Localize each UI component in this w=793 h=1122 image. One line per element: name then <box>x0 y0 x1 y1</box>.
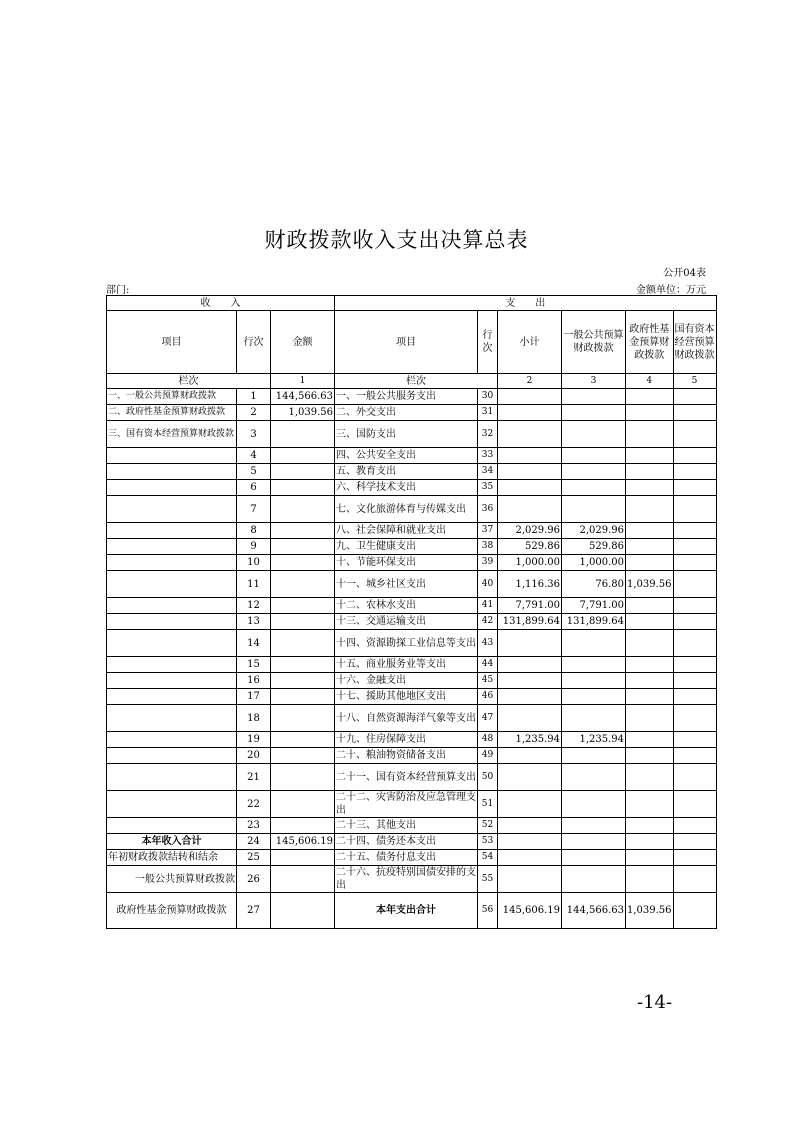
gov-fund-cell <box>626 480 674 496</box>
state-capital-cell <box>673 689 716 705</box>
income-amount-cell <box>271 893 335 929</box>
income-item-cell <box>107 689 237 705</box>
expense-rowno-cell: 52 <box>478 818 498 834</box>
expense-rowno-cell: 56 <box>478 893 498 929</box>
report-title: 财政拨款收入支出决算总表 <box>264 228 529 252</box>
table-row <box>107 630 717 657</box>
income-rowno-cell: 11 <box>237 571 271 598</box>
expense-item-cell: 六、科学技术支出 <box>335 480 478 496</box>
expense-item-cell: 十六、金融支出 <box>335 673 478 689</box>
state-capital-cell <box>673 673 716 689</box>
general-budget-cell: 1,000.00 <box>562 555 626 571</box>
general-budget-cell: 2,029.96 <box>562 523 626 539</box>
income-item-cell <box>107 673 237 689</box>
subtotal-cell <box>498 866 562 893</box>
income-item-cell <box>107 448 237 464</box>
expense-item-cell: 三、国防支出 <box>335 421 478 448</box>
table-row <box>107 732 717 748</box>
expense-rowno-cell: 33 <box>478 448 498 464</box>
income-item-cell <box>107 764 237 791</box>
income-amount-cell <box>271 630 335 657</box>
expense-rowno-cell: 49 <box>478 748 498 764</box>
income-item-cell: 一般公共预算财政拨款 <box>107 866 237 893</box>
expense-item-cell: 二十二、灾害防治及应急管理支出 <box>336 792 476 816</box>
state-capital-cell <box>673 421 716 448</box>
general-budget-cell <box>562 421 626 448</box>
income-amount-cell <box>271 464 335 480</box>
income-rowno-cell: 24 <box>237 834 271 850</box>
gov-fund-cell <box>626 448 674 464</box>
subtotal-cell: 1,000.00 <box>498 555 562 571</box>
income-item-cell <box>107 791 237 818</box>
income-item-cell <box>107 555 237 571</box>
subtotal-cell: 145,606.19 <box>498 893 562 929</box>
column-number-5: 5 <box>673 374 716 389</box>
subtotal-cell <box>498 764 562 791</box>
income-amount-cell <box>271 748 335 764</box>
general-budget-cell <box>562 657 626 673</box>
subtotal-cell <box>498 834 562 850</box>
expense-item-cell: 二、外交支出 <box>335 405 478 421</box>
state-capital-cell <box>673 539 716 555</box>
expense-item-cell: 十、节能环保支出 <box>335 555 478 571</box>
income-item-header: 项目 <box>107 311 237 374</box>
income-amount-cell <box>271 539 335 555</box>
expense-item-cell: 九、卫生健康支出 <box>335 539 478 555</box>
table-row <box>107 448 717 464</box>
general-budget-cell: 76.80 <box>562 571 626 598</box>
income-amount-cell <box>271 866 335 893</box>
income-item-cell: 二、政府性基金预算财政拨款 <box>107 405 237 421</box>
gov-fund-cell: 1,039.56 <box>626 893 674 929</box>
income-item-cell <box>107 614 237 630</box>
gov-fund-cell <box>626 818 674 834</box>
general-budget-cell <box>562 818 626 834</box>
gov-fund-cell <box>626 421 674 448</box>
gov-fund-cell <box>626 630 674 657</box>
income-amount-cell <box>271 818 335 834</box>
expense-item-cell: 十九、住房保障支出 <box>335 732 478 748</box>
expense-rowno-header: 行次 <box>478 311 498 374</box>
income-item-cell <box>107 523 237 539</box>
income-amount-cell <box>271 571 335 598</box>
income-item-cell <box>107 818 237 834</box>
income-rowno-cell: 10 <box>237 555 271 571</box>
column-label: 栏次 <box>107 374 271 389</box>
income-item-cell <box>107 571 237 598</box>
column-number-4: 4 <box>626 374 674 389</box>
state-capital-cell <box>673 448 716 464</box>
expense-item-cell: 十五、商业服务业等支出 <box>335 657 478 673</box>
income-rowno-cell: 25 <box>237 850 271 866</box>
expense-rowno-cell: 42 <box>478 614 498 630</box>
general-budget-cell <box>562 764 626 791</box>
income-rowno-cell: 6 <box>237 480 271 496</box>
column-header-row <box>107 311 717 374</box>
income-rowno-cell: 18 <box>237 705 271 732</box>
subtotal-cell <box>498 464 562 480</box>
table-row <box>107 523 717 539</box>
table-row <box>107 893 717 929</box>
expense-rowno-cell: 39 <box>478 555 498 571</box>
column-number-1: 1 <box>271 374 335 389</box>
income-rowno-cell: 4 <box>237 448 271 464</box>
income-amount-cell: 1,039.56 <box>271 405 335 421</box>
expense-item-cell: 本年支出合计 <box>335 893 478 929</box>
income-item-cell <box>107 480 237 496</box>
income-item-cell: 本年收入合计 <box>107 834 237 850</box>
income-amount-cell <box>271 764 335 791</box>
general-budget-cell <box>562 673 626 689</box>
subtotal-cell: 7,791.00 <box>498 598 562 614</box>
income-rowno-cell: 20 <box>237 748 271 764</box>
expense-item-cell: 四、公共安全支出 <box>335 448 478 464</box>
expense-rowno-cell: 41 <box>478 598 498 614</box>
gov-fund-cell <box>626 748 674 764</box>
general-budget-cell <box>562 850 626 866</box>
general-budget-cell <box>562 689 626 705</box>
expense-item-cell: 十一、城乡社区支出 <box>335 571 478 598</box>
subtotal-cell <box>498 389 562 405</box>
income-item-cell <box>107 705 237 732</box>
general-budget-cell <box>562 496 626 523</box>
state-capital-cell <box>673 732 716 748</box>
expense-item-cell: 八、社会保障和就业支出 <box>335 523 478 539</box>
subtotal-cell <box>498 405 562 421</box>
income-item-cell: 一、一般公共预算财政拨款 <box>107 389 237 405</box>
income-amount-cell <box>271 421 335 448</box>
state-capital-cell <box>673 630 716 657</box>
general-budget-cell: 529.86 <box>562 539 626 555</box>
column-number-3: 3 <box>562 374 626 389</box>
subtotal-cell <box>498 480 562 496</box>
gov-fund-cell <box>626 657 674 673</box>
expense-rowno-cell: 54 <box>478 850 498 866</box>
state-capital-cell <box>673 598 716 614</box>
expense-item-cell: 一、一般公共服务支出 <box>335 389 478 405</box>
expense-rowno-cell: 48 <box>478 732 498 748</box>
general-budget-cell: 131,899.64 <box>562 614 626 630</box>
expense-rowno-cell: 50 <box>478 764 498 791</box>
general-budget-header: 一般公共预算财政拨款 <box>562 311 626 374</box>
general-budget-cell <box>562 705 626 732</box>
gov-fund-cell <box>626 523 674 539</box>
general-budget-cell <box>562 866 626 893</box>
gov-fund-cell <box>626 673 674 689</box>
income-amount-cell <box>271 480 335 496</box>
income-rowno-cell: 27 <box>237 893 271 929</box>
expense-rowno-cell: 47 <box>478 705 498 732</box>
form-number: 公开04表 <box>663 268 706 279</box>
subtotal-header: 小计 <box>498 311 562 374</box>
income-rowno-cell: 8 <box>237 523 271 539</box>
table-row <box>107 818 717 834</box>
expense-item-cell: 十四、资源勘探工业信息等支出 <box>335 630 478 657</box>
income-rowno-cell: 22 <box>237 791 271 818</box>
subtotal-cell <box>498 673 562 689</box>
expense-rowno-cell: 40 <box>478 571 498 598</box>
state-capital-cell <box>673 389 716 405</box>
expense-item-cell: 十二、农林水支出 <box>335 598 478 614</box>
income-item-cell <box>107 732 237 748</box>
state-capital-cell <box>673 748 716 764</box>
general-budget-cell <box>562 389 626 405</box>
subtotal-cell <box>498 421 562 448</box>
table-row <box>107 464 717 480</box>
income-amount-cell: 144,566.63 <box>271 389 335 405</box>
expense-item-cell: 二十一、国有资本经营预算支出 <box>335 764 478 791</box>
expense-item-cell: 二十四、债务还本支出 <box>335 834 478 850</box>
subtotal-cell: 1,116.36 <box>498 571 562 598</box>
gov-fund-cell <box>626 866 674 893</box>
gov-fund-cell <box>626 764 674 791</box>
general-budget-cell <box>562 464 626 480</box>
table-row <box>107 866 717 893</box>
income-rowno-cell: 19 <box>237 732 271 748</box>
expense-item-cell: 二十五、债务付息支出 <box>335 850 478 866</box>
table-row <box>107 480 717 496</box>
table-row <box>107 748 717 764</box>
expense-item-header: 项目 <box>335 311 478 374</box>
general-budget-cell <box>562 791 626 818</box>
income-header: 收 入 <box>107 296 335 311</box>
expense-header: 支 出 <box>335 296 717 311</box>
subtotal-cell <box>498 748 562 764</box>
table-row <box>107 705 717 732</box>
expense-item-cell: 十八、自然资源海洋气象等支出 <box>335 705 478 732</box>
income-amount-cell <box>271 657 335 673</box>
state-capital-cell <box>673 405 716 421</box>
income-rowno-cell: 16 <box>237 673 271 689</box>
gov-fund-cell <box>626 496 674 523</box>
expense-rowno-cell: 53 <box>478 834 498 850</box>
income-item-cell <box>107 496 237 523</box>
income-rowno-header: 行次 <box>237 311 271 374</box>
page-number: -14- <box>637 992 673 1013</box>
expense-item-cell: 二十六、抗疫特别国债安排的支出 <box>336 867 476 891</box>
table-row <box>107 598 717 614</box>
table-row <box>107 673 717 689</box>
state-capital-cell <box>673 496 716 523</box>
gov-fund-cell <box>626 850 674 866</box>
expense-rowno-cell: 32 <box>478 421 498 448</box>
state-capital-cell <box>673 850 716 866</box>
state-capital-cell <box>673 614 716 630</box>
column-label-2: 栏次 <box>335 374 498 389</box>
table-row <box>107 689 717 705</box>
income-rowno-cell: 13 <box>237 614 271 630</box>
expense-item-cell: 二十、粮油物资储备支出 <box>335 748 478 764</box>
budget-summary-table <box>106 295 717 929</box>
expense-rowno-cell: 45 <box>478 673 498 689</box>
gov-fund-cell <box>626 389 674 405</box>
expense-rowno-cell: 55 <box>478 866 498 893</box>
table-row <box>107 834 717 850</box>
income-rowno-cell: 1 <box>237 389 271 405</box>
gov-fund-cell <box>626 598 674 614</box>
table-row <box>107 539 717 555</box>
income-item-cell <box>107 539 237 555</box>
income-item-cell: 年初财政拨款结转和结余 <box>107 850 237 866</box>
table-row <box>107 764 717 791</box>
income-rowno-cell: 2 <box>237 405 271 421</box>
department-label: 部门: <box>106 285 130 296</box>
subtotal-cell: 2,029.96 <box>498 523 562 539</box>
income-amount-cell <box>271 523 335 539</box>
state-capital-cell <box>673 764 716 791</box>
column-number-2: 2 <box>498 374 562 389</box>
expense-rowno-cell: 43 <box>478 630 498 657</box>
state-capital-cell <box>673 555 716 571</box>
table-row <box>107 791 717 818</box>
general-budget-cell: 1,235.94 <box>562 732 626 748</box>
income-amount-cell <box>271 689 335 705</box>
general-budget-cell <box>562 405 626 421</box>
income-amount-cell <box>271 791 335 818</box>
income-rowno-cell: 7 <box>237 496 271 523</box>
expense-rowno-cell: 30 <box>478 389 498 405</box>
subtotal-cell <box>498 705 562 732</box>
gov-fund-cell <box>626 791 674 818</box>
expense-rowno-cell: 34 <box>478 464 498 480</box>
income-rowno-cell: 21 <box>237 764 271 791</box>
gov-fund-cell: 1,039.56 <box>626 571 674 598</box>
income-rowno-cell: 23 <box>237 818 271 834</box>
income-amount-header: 金额 <box>271 311 335 374</box>
income-amount-cell <box>271 732 335 748</box>
general-budget-cell <box>562 748 626 764</box>
expense-item-cell: 二十三、其他支出 <box>335 818 478 834</box>
income-amount-cell: 145,606.19 <box>271 834 335 850</box>
income-item-cell <box>107 464 237 480</box>
state-capital-cell <box>673 523 716 539</box>
general-budget-cell: 7,791.00 <box>562 598 626 614</box>
table-row <box>107 614 717 630</box>
income-rowno-cell: 17 <box>237 689 271 705</box>
income-item-cell <box>107 748 237 764</box>
gov-fund-cell <box>626 464 674 480</box>
expense-item-cell: 五、教育支出 <box>335 464 478 480</box>
general-budget-cell: 144,566.63 <box>562 893 626 929</box>
gov-fund-cell <box>626 539 674 555</box>
gov-fund-header: 政府性基金预算财政拨款 <box>626 311 674 374</box>
income-amount-cell <box>271 705 335 732</box>
income-amount-cell <box>271 598 335 614</box>
expense-rowno-cell: 46 <box>478 689 498 705</box>
table-row <box>107 496 717 523</box>
income-item-cell <box>107 598 237 614</box>
state-capital-cell <box>673 893 716 929</box>
income-item-cell <box>107 630 237 657</box>
general-budget-cell <box>562 630 626 657</box>
state-capital-cell <box>673 657 716 673</box>
income-rowno-cell: 15 <box>237 657 271 673</box>
expense-rowno-cell: 38 <box>478 539 498 555</box>
income-amount-cell <box>271 614 335 630</box>
gov-fund-cell <box>626 405 674 421</box>
state-capital-cell <box>673 571 716 598</box>
table-row <box>107 389 717 405</box>
expense-rowno-cell: 31 <box>478 405 498 421</box>
general-budget-cell <box>562 448 626 464</box>
income-rowno-cell: 12 <box>237 598 271 614</box>
subtotal-cell <box>498 496 562 523</box>
income-item-cell: 三、国有资本经营预算财政拨款 <box>107 421 237 448</box>
subtotal-cell <box>498 448 562 464</box>
income-amount-cell <box>271 673 335 689</box>
income-rowno-cell: 26 <box>237 866 271 893</box>
state-capital-cell <box>673 791 716 818</box>
subtotal-cell: 1,235.94 <box>498 732 562 748</box>
state-capital-header: 国有资本经营预算财政拨款 <box>673 311 716 374</box>
subtotal-cell <box>498 850 562 866</box>
expense-item-cell: 十七、援助其他地区支出 <box>335 689 478 705</box>
table-row <box>107 555 717 571</box>
subtotal-cell <box>498 657 562 673</box>
subtotal-cell <box>498 689 562 705</box>
table-row <box>107 421 717 448</box>
income-rowno-cell: 3 <box>237 421 271 448</box>
subtotal-cell: 529.86 <box>498 539 562 555</box>
state-capital-cell <box>673 866 716 893</box>
gov-fund-cell <box>626 834 674 850</box>
state-capital-cell <box>673 705 716 732</box>
general-budget-cell <box>562 834 626 850</box>
income-amount-cell <box>271 850 335 866</box>
unit-label: 金额单位：万元 <box>636 285 706 296</box>
expense-rowno-cell: 35 <box>478 480 498 496</box>
column-number-row <box>107 374 717 389</box>
gov-fund-cell <box>626 614 674 630</box>
expense-rowno-cell: 36 <box>478 496 498 523</box>
expense-rowno-cell: 44 <box>478 657 498 673</box>
income-amount-cell <box>271 496 335 523</box>
subtotal-cell: 131,899.64 <box>498 614 562 630</box>
income-rowno-cell: 5 <box>237 464 271 480</box>
section-header-row <box>107 296 717 311</box>
expense-item-cell: 七、文化旅游体育与传媒支出 <box>335 496 478 523</box>
income-rowno-cell: 14 <box>237 630 271 657</box>
subtotal-cell <box>498 791 562 818</box>
general-budget-cell <box>562 480 626 496</box>
table-row <box>107 850 717 866</box>
income-rowno-cell: 9 <box>237 539 271 555</box>
gov-fund-cell <box>626 732 674 748</box>
gov-fund-cell <box>626 689 674 705</box>
table-row <box>107 571 717 598</box>
income-item-cell <box>107 657 237 673</box>
gov-fund-cell <box>626 705 674 732</box>
income-amount-cell <box>271 448 335 464</box>
table-row <box>107 405 717 421</box>
state-capital-cell <box>673 834 716 850</box>
subtotal-cell <box>498 818 562 834</box>
state-capital-cell <box>673 464 716 480</box>
income-amount-cell <box>271 555 335 571</box>
expense-rowno-cell: 51 <box>478 791 498 818</box>
gov-fund-cell <box>626 555 674 571</box>
table-row <box>107 657 717 673</box>
expense-item-cell: 十三、交通运输支出 <box>335 614 478 630</box>
subtotal-cell <box>498 630 562 657</box>
state-capital-cell <box>673 480 716 496</box>
state-capital-cell <box>673 818 716 834</box>
income-item-cell: 政府性基金预算财政拨款 <box>107 893 237 929</box>
expense-rowno-cell: 37 <box>478 523 498 539</box>
